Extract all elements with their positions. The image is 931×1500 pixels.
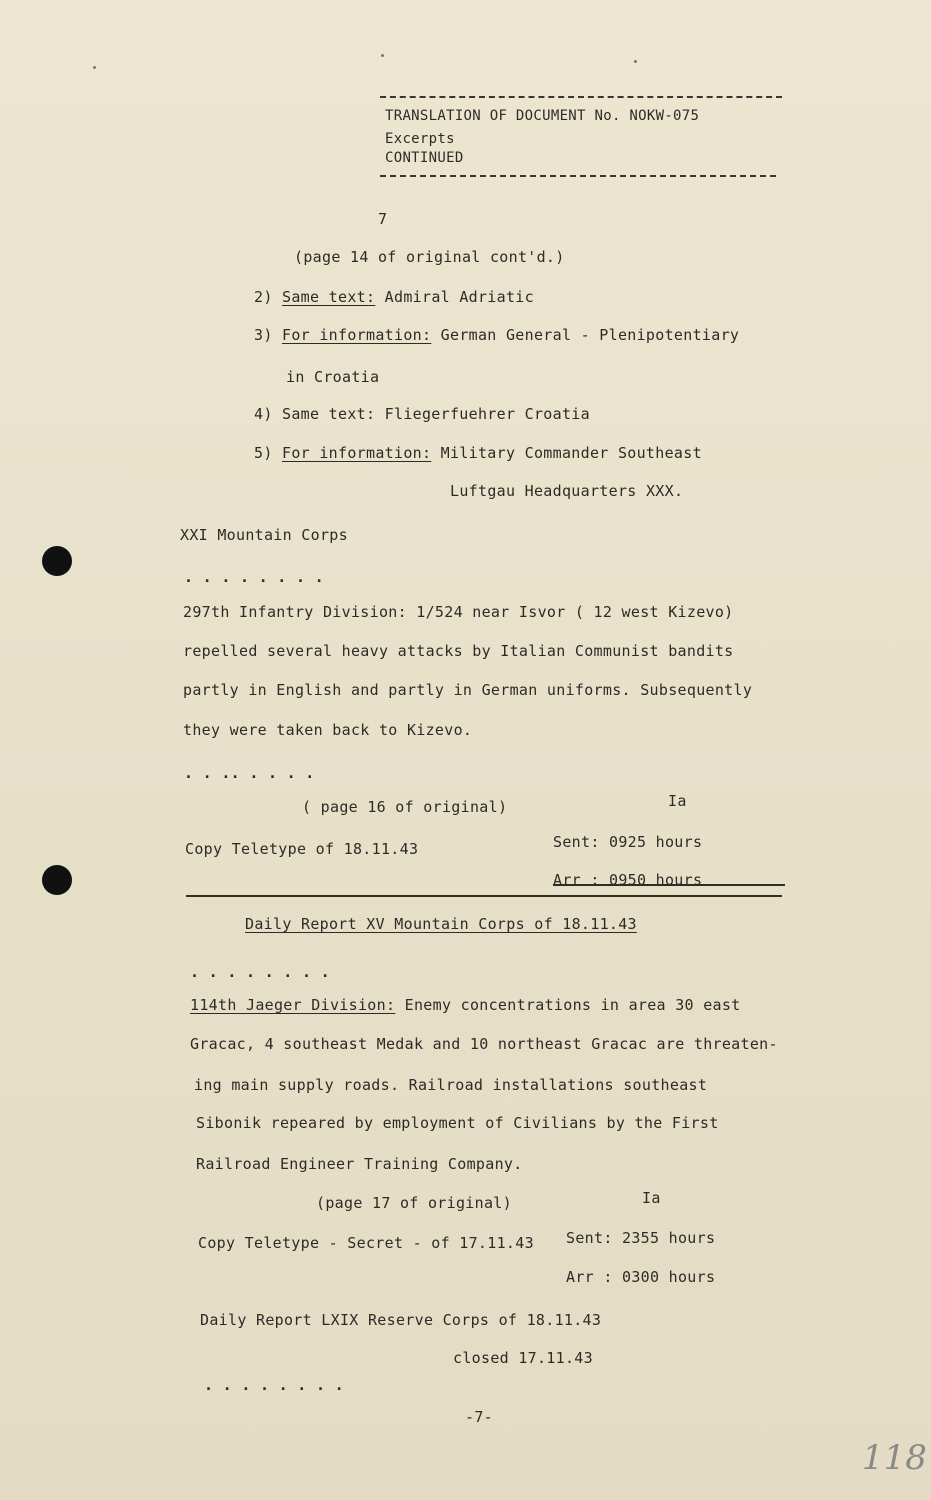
section-heading: XXI Mountain Corps (180, 526, 348, 544)
ia-label: Ia (668, 792, 687, 810)
division-label: 114th Jaeger Division: (190, 996, 396, 1014)
body-line: they were taken back to Kizevo. (183, 721, 473, 739)
body-line (190, 996, 741, 1014)
document-continued: CONTINUED (385, 150, 464, 166)
item-number: 3) (254, 326, 273, 344)
body-line: ing main supply roads. Railroad installations southeast (194, 1076, 708, 1094)
body-text: Enemy concentrations in area 30 east (404, 996, 741, 1014)
sent-time: Sent: 2355 hours (566, 1229, 716, 1247)
divider-line (186, 895, 782, 897)
teletype-copy: Copy Teletype - Secret - of 17.11.43 (198, 1234, 534, 1252)
paper-speck (381, 54, 384, 57)
page-number: -7- (465, 1408, 493, 1426)
handwritten-number: 118 (862, 1438, 927, 1478)
ia-label: Ia (642, 1189, 661, 1207)
list-item (254, 326, 739, 344)
report-line: Daily Report LXIX Reserve Corps of 18.11.43 (200, 1311, 602, 1329)
closed-date: closed 17.11.43 (453, 1349, 593, 1367)
item-number: 4) (254, 405, 273, 423)
punch-hole (42, 865, 72, 895)
sent-time: Sent: 0925 hours (553, 833, 703, 851)
page-note: ( page 16 of original) (302, 798, 508, 816)
header-rule-top (380, 96, 782, 98)
item-text: German General - Plenipotentiary (440, 326, 740, 344)
arrival-time: Arr : 0300 hours (566, 1268, 716, 1286)
page-note: (page 14 of original cont'd.) (294, 248, 565, 266)
body-line: 297th Infantry Division: 1/524 near Isvor ( 12 west Kizevo) (183, 603, 734, 621)
ellipsis-dots: . . .. . . . . (184, 764, 315, 782)
paper-speck (634, 60, 637, 63)
report-title: Daily Report XV Mountain Corps of 18.11.43 (245, 915, 637, 933)
page-marker: 7 (378, 210, 388, 228)
arrival-time: Arr : 0950 hours (553, 871, 703, 889)
item-number: 5) (254, 444, 273, 462)
paper-speck (93, 66, 96, 69)
item-label: For information: (282, 444, 432, 462)
ellipsis-dots: . . . . . . . . (190, 963, 330, 981)
body-line: Gracac, 4 southeast Medak and 10 northeast Gracac are threaten- (190, 1035, 778, 1053)
list-item (254, 288, 534, 306)
header-rule-bottom (380, 175, 776, 177)
list-item (254, 405, 590, 423)
document-title: TRANSLATION OF DOCUMENT No. NOKW-075 (385, 108, 700, 124)
body-line: repelled several heavy attacks by Italian Communist bandits (183, 642, 734, 660)
ellipsis-dots: . . . . . . . . (184, 568, 324, 586)
list-item-continuation: Luftgau Headquarters XXX. (450, 482, 684, 500)
ellipsis-dots: . . . . . . . . (204, 1376, 344, 1394)
item-text: Military Commander Southeast (440, 444, 702, 462)
item-number: 2) (254, 288, 273, 306)
body-line: partly in English and partly in German uniforms. Subsequently (183, 681, 753, 699)
item-label: For information: (282, 326, 432, 344)
list-item-continuation: in Croatia (286, 368, 380, 386)
item-text: Same text: Fliegerfuehrer Croatia (282, 405, 590, 423)
item-label: Same text: (282, 288, 376, 306)
arrival-underline (553, 884, 785, 886)
teletype-copy: Copy Teletype of 18.11.43 (185, 840, 419, 858)
punch-hole (42, 546, 72, 576)
page-note: (page 17 of original) (316, 1194, 512, 1212)
body-line: Sibonik repeared by employment of Civilians by the First (196, 1114, 719, 1132)
body-line: Railroad Engineer Training Company. (196, 1155, 523, 1173)
item-text: Admiral Adriatic (384, 288, 534, 306)
document-subtitle: Excerpts (385, 131, 455, 147)
list-item (254, 444, 702, 462)
